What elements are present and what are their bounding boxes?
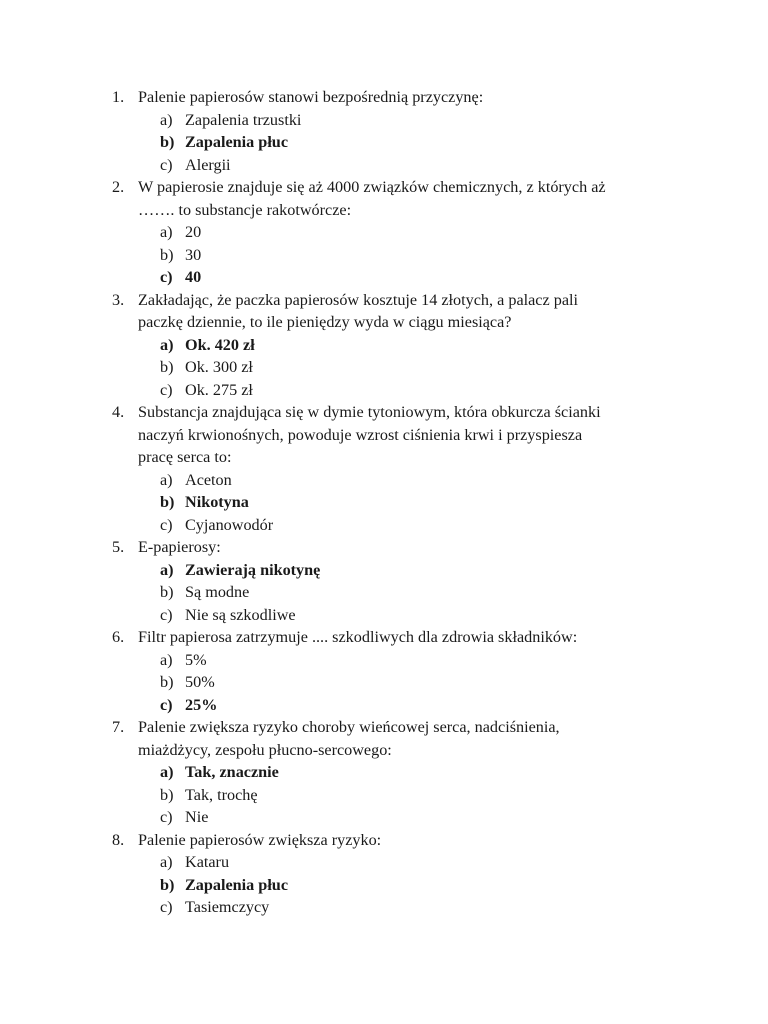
answer-letter: a) xyxy=(160,853,173,871)
answer-text: 50% xyxy=(185,673,215,691)
answer-letter: a) xyxy=(160,223,173,241)
question-line xyxy=(0,716,768,739)
question-text: Substancja znajdująca się w dymie tytoniowym, która obkurcza ścianki xyxy=(138,403,601,421)
answer-option xyxy=(0,874,768,897)
answer-option xyxy=(0,896,768,919)
answer-text: 5% xyxy=(185,650,207,669)
question-line xyxy=(0,199,768,222)
answer-option xyxy=(0,491,768,514)
answer-letter: a) xyxy=(160,470,173,489)
question-line xyxy=(0,829,768,852)
question-text: pracę serca to: xyxy=(138,448,232,466)
answer-option xyxy=(0,109,768,132)
question-8 xyxy=(0,829,768,919)
answer-option xyxy=(0,649,768,672)
question-text: ……. to substancje rakotwórcze: xyxy=(138,200,352,219)
question-number: 8. xyxy=(112,830,125,849)
question-7 xyxy=(0,716,768,829)
answer-letter: b) xyxy=(160,493,175,511)
question-number: 5. xyxy=(112,538,125,556)
question-text: paczkę dziennie, to ile pieniędzy wyda w ciągu miesiąca? xyxy=(138,313,512,331)
answer-text: Ok. 275 zł xyxy=(185,380,253,399)
answer-option xyxy=(0,581,768,604)
question-4 xyxy=(0,401,768,536)
question-text: Palenie papierosów zwiększa ryzyko: xyxy=(138,830,382,849)
answer-text: 20 xyxy=(185,223,202,241)
question-line xyxy=(0,289,768,312)
question-text: naczyń krwionośnych, powoduje wzrost ciśnienia krwi i przyspiesza xyxy=(138,425,583,444)
answer-letter: b) xyxy=(160,785,174,804)
answer-option xyxy=(0,154,768,177)
answer-option xyxy=(0,244,768,267)
question-text: Palenie papierosów stanowi bezpośrednią przyczynę: xyxy=(138,88,484,106)
answer-option xyxy=(0,784,768,807)
question-text: E-papierosy: xyxy=(138,538,221,556)
answer-option xyxy=(0,514,768,537)
answer-text: Tasiemczycy xyxy=(185,898,270,916)
answer-letter: a) xyxy=(160,763,174,781)
answer-text: Nie są szkodliwe xyxy=(185,605,296,624)
question-number: 7. xyxy=(112,718,125,736)
answer-letter: a) xyxy=(160,335,174,354)
answer-option xyxy=(0,604,768,627)
answer-text: 40 xyxy=(185,268,202,286)
question-number: 3. xyxy=(112,290,125,309)
answer-text: Aceton xyxy=(185,470,232,489)
answer-letter: b) xyxy=(160,673,174,691)
question-number: 6. xyxy=(112,628,125,646)
answer-text: Tak, znacznie xyxy=(185,763,279,781)
answer-text: Nie xyxy=(185,808,209,826)
question-2 xyxy=(0,176,768,289)
answer-text: Ok. 300 zł xyxy=(185,358,253,376)
answer-letter: c) xyxy=(160,898,173,916)
answer-letter: c) xyxy=(160,695,173,714)
question-line xyxy=(0,311,768,334)
answer-text: Kataru xyxy=(185,853,230,871)
question-text: Filtr papierosa zatrzymuje .... szkodliwych dla zdrowia składników: xyxy=(138,628,578,646)
answer-option xyxy=(0,221,768,244)
answer-letter: b) xyxy=(160,245,174,264)
answer-option xyxy=(0,559,768,582)
answer-letter: b) xyxy=(160,133,175,151)
question-line xyxy=(0,176,768,199)
question-line xyxy=(0,536,768,559)
question-text: miażdżycy, zespołu płucno-sercowego: xyxy=(138,740,392,759)
answer-option xyxy=(0,469,768,492)
question-line xyxy=(0,626,768,649)
answer-text: 30 xyxy=(185,245,202,264)
question-line xyxy=(0,446,768,469)
answer-option xyxy=(0,131,768,154)
question-text: Palenie zwiększa ryzyko choroby wieńcowej serca, nadciśnienia, xyxy=(138,718,560,736)
answer-letter: c) xyxy=(160,268,173,286)
question-line xyxy=(0,739,768,762)
answer-text: Ok. 420 zł xyxy=(185,335,255,354)
question-number: 2. xyxy=(112,178,125,196)
answer-option xyxy=(0,334,768,357)
answer-letter: b) xyxy=(160,358,174,376)
question-line xyxy=(0,401,768,424)
answer-text: Alergii xyxy=(185,155,231,174)
answer-letter: c) xyxy=(160,155,173,174)
quiz-page xyxy=(0,86,768,919)
answer-option xyxy=(0,356,768,379)
answer-letter: c) xyxy=(160,808,173,826)
answer-letter: a) xyxy=(160,110,173,129)
answer-option xyxy=(0,266,768,289)
answer-text: Zawierają nikotynę xyxy=(185,560,321,579)
answer-letter: b) xyxy=(160,583,174,601)
answer-option xyxy=(0,379,768,402)
answer-option xyxy=(0,806,768,829)
answer-text: Są modne xyxy=(185,583,250,601)
question-5 xyxy=(0,536,768,626)
answer-text: Tak, trochę xyxy=(185,785,258,804)
question-1 xyxy=(0,86,768,176)
answer-text: Zapalenia płuc xyxy=(185,875,288,894)
answer-text: Zapalenia trzustki xyxy=(185,110,302,129)
question-number: 4. xyxy=(112,403,125,421)
question-6 xyxy=(0,626,768,716)
answer-text: Cyjanowodór xyxy=(185,515,274,534)
question-line xyxy=(0,86,768,109)
answer-letter: c) xyxy=(160,380,173,399)
question-line xyxy=(0,424,768,447)
answer-option xyxy=(0,694,768,717)
answer-option xyxy=(0,851,768,874)
answer-letter: a) xyxy=(160,650,173,669)
answer-letter: a) xyxy=(160,560,174,579)
answer-text: Nikotyna xyxy=(185,493,249,511)
answer-letter: b) xyxy=(160,875,175,894)
question-3 xyxy=(0,289,768,402)
answer-text: Zapalenia płuc xyxy=(185,133,288,151)
answer-option xyxy=(0,671,768,694)
answer-option xyxy=(0,761,768,784)
answer-letter: c) xyxy=(160,605,173,624)
answer-text: 25% xyxy=(185,695,218,714)
question-number: 1. xyxy=(112,88,125,106)
answer-letter: c) xyxy=(160,515,173,534)
question-text: W papierosie znajduje się aż 4000 związków chemicznych, z których aż xyxy=(138,178,606,196)
question-text: Zakładając, że paczka papierosów kosztuje 14 złotych, a palacz pali xyxy=(138,290,578,309)
